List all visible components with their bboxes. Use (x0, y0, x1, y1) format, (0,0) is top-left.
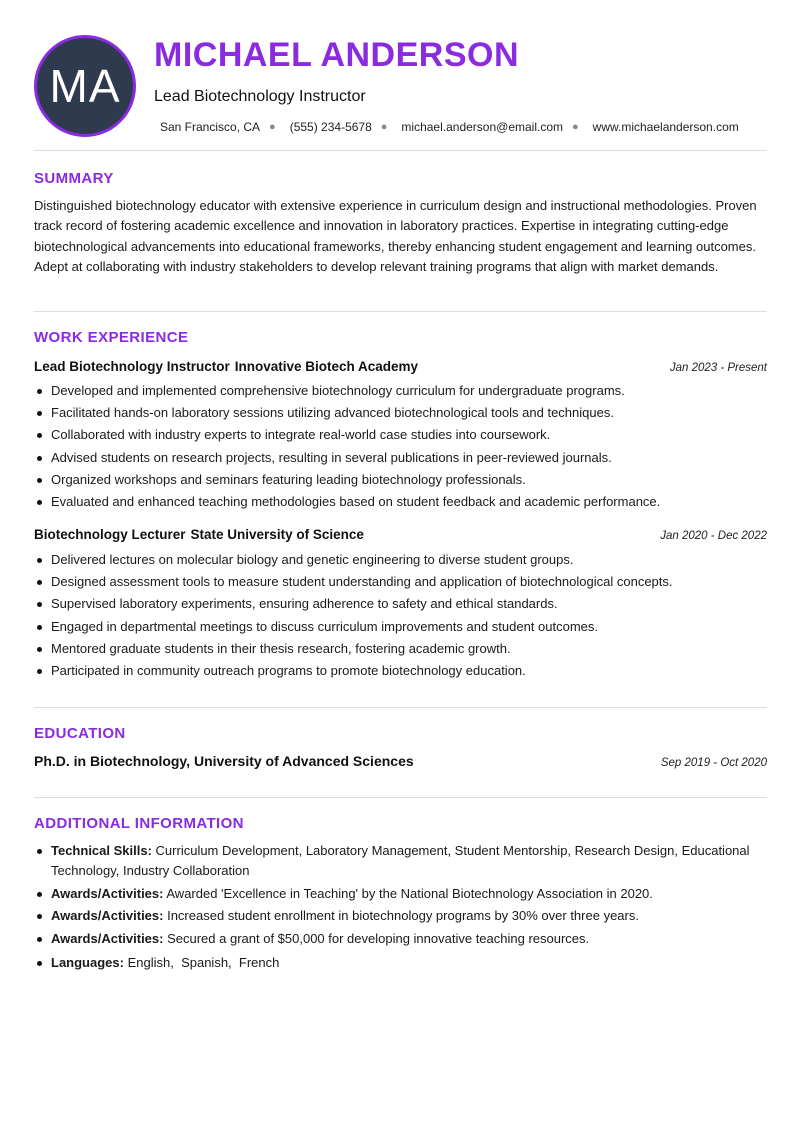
section-divider (34, 707, 767, 708)
separator-dot-icon: ● (572, 121, 579, 133)
info-label: Awards/Activities: (51, 908, 164, 923)
section-divider (34, 311, 767, 312)
list-item: Participated in community outreach programs to promote biotechnology education. (34, 660, 767, 682)
work-experience-heading: WORK EXPERIENCE (34, 329, 189, 346)
job-bullet-list (34, 380, 767, 513)
list-item: Developed and implemented comprehensive biotechnology curriculum for undergraduate programs. (34, 380, 767, 402)
section-divider (34, 150, 767, 151)
bullet-icon (37, 849, 42, 854)
contact-bar (160, 120, 739, 134)
list-item (34, 906, 767, 926)
list-item: Mentored graduate students in their thesis research, fostering academic growth. (34, 638, 767, 660)
job-role: Lead Biotechnology Instructor (34, 359, 230, 374)
list-item: Collaborated with industry experts to integrate real-world case studies into coursework. (34, 424, 767, 446)
info-value: Awarded 'Excellence in Teaching' by the National Biotechnology Association in 2020. (166, 885, 653, 901)
avatar (34, 35, 136, 137)
contact-website[interactable]: www.michaelanderson.com (592, 120, 739, 134)
job-bullet-list (34, 549, 767, 682)
info-value: Secured a grant of $50,000 for developing innovative teaching resources. (167, 930, 590, 946)
list-item (34, 884, 767, 904)
list-item: Designed assessment tools to measure student understanding and application of biotechnological concepts. (34, 571, 767, 593)
list-item: Engaged in departmental meetings to discuss curriculum improvements and student outcomes. (34, 616, 767, 638)
info-value: English, Spanish, French (127, 954, 280, 970)
job-dates: Jan 2020 - Dec 2022 (660, 530, 767, 542)
list-item (34, 929, 767, 949)
bullet-icon (37, 669, 42, 674)
list-item (34, 953, 767, 973)
contact-location: San Francisco, CA (160, 120, 261, 134)
list-item (34, 841, 767, 881)
section-divider (34, 797, 767, 798)
contact-phone: (555) 234-5678 (289, 120, 372, 134)
info-value: Increased student enrollment in biotechnology programs by 30% over three years. (167, 908, 639, 923)
education-degree: Ph.D. in Biotechnology, University of Advanced Sciences (34, 753, 414, 769)
list-item: Facilitated hands-on laboratory sessions utilizing advanced biotechnological tools and techniques. (34, 402, 767, 424)
info-label: Languages: (51, 954, 124, 970)
job-company: State University of Science (190, 527, 364, 542)
info-value: Curriculum Development, Laboratory Management, Student Mentorship, Research Design, Educational Technology, Industry Collaboration (51, 843, 750, 878)
summary-heading: SUMMARY (34, 170, 114, 187)
avatar-initials: MA (49, 60, 121, 112)
job-dates: Jan 2023 - Present (669, 362, 767, 374)
bullet-icon (37, 602, 42, 607)
bullet-icon (37, 389, 42, 394)
job-company: Innovative Biotech Academy (234, 359, 419, 374)
info-label: Awards/Activities: (51, 885, 164, 901)
candidate-name: MICHAEL ANDERSON (154, 36, 520, 74)
list-item: Supervised laboratory experiments, ensuring adherence to safety and ethical standards. (34, 593, 767, 615)
education-heading: EDUCATION (34, 725, 126, 742)
additional-info-list (34, 841, 767, 975)
bullet-icon (37, 892, 42, 897)
bullet-icon (37, 647, 42, 652)
bullet-icon (37, 558, 42, 563)
bullet-icon (37, 914, 42, 919)
bullet-icon (37, 456, 42, 461)
job-title: Lead Biotechnology Instructor (154, 88, 366, 105)
separator-dot-icon: ● (269, 121, 276, 133)
education-dates: Sep 2019 - Oct 2020 (660, 757, 767, 769)
bullet-icon (37, 411, 42, 416)
list-item: Delivered lectures on molecular biology and genetic engineering to diverse student groups. (34, 549, 767, 571)
education-entry (34, 753, 767, 769)
info-label: Technical Skills: (51, 843, 152, 858)
list-item: Organized workshops and seminars featuring leading biotechnology professionals. (34, 469, 767, 491)
bullet-icon (37, 433, 42, 438)
bullet-icon (37, 580, 42, 585)
bullet-icon (37, 500, 42, 505)
bullet-icon (37, 961, 42, 966)
summary-text: Distinguished biotechnology educator with extensive experience in curriculum design and instructional methodologies. Proven track record of fostering academic excellence and innovation in laboratory practices. Expertise in integrating cutting-edge biotechnological advancements into educational frameworks, thereby enhancing student engagement and learning outcomes. Adept at collaborating with industry stakeholders to develop relevant training programs that align with market demands. (34, 198, 757, 275)
job-header (34, 358, 767, 376)
list-item: Evaluated and enhanced teaching methodologies based on student feedback and academic performance. (34, 491, 767, 513)
bullet-icon (37, 937, 42, 942)
bullet-icon (37, 478, 42, 483)
job-role: Biotechnology Lecturer (34, 527, 186, 542)
separator-dot-icon: ● (380, 121, 388, 133)
job-header (34, 526, 767, 544)
list-item: Advised students on research projects, resulting in several publications in peer-reviewed journals. (34, 447, 767, 469)
info-label: Awards/Activities: (51, 930, 164, 946)
contact-email[interactable]: michael.anderson@email.com (401, 120, 564, 134)
bullet-icon (37, 625, 42, 630)
additional-info-heading: ADDITIONAL INFORMATION (34, 815, 244, 832)
